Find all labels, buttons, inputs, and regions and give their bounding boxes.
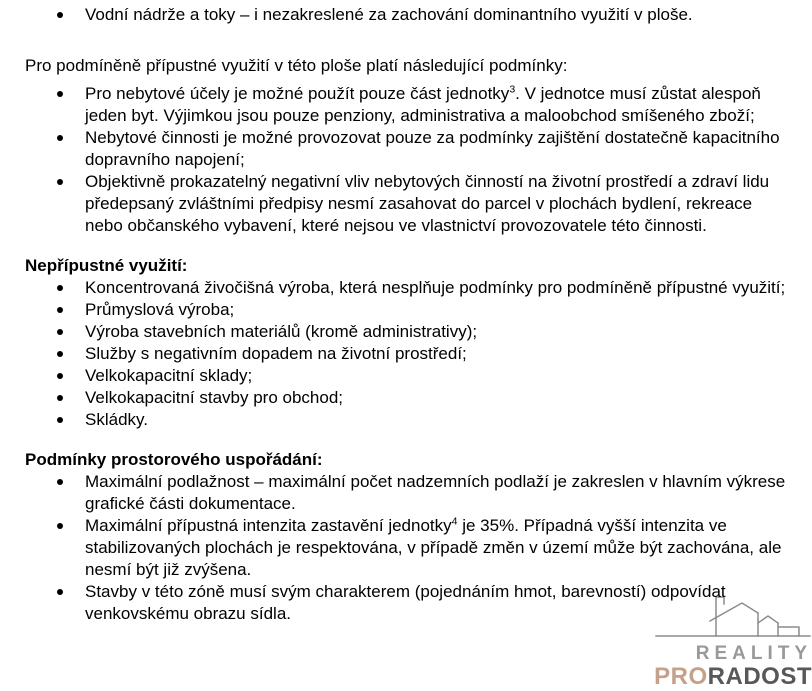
- list-item-text: Koncentrovaná živočišná výroba, která nesplňuje podmínky pro podmíněně přípustné využití;: [85, 278, 786, 297]
- list-item: [0, 581, 812, 625]
- list-item-text: Skládky.: [85, 410, 148, 429]
- list-item: [0, 4, 812, 26]
- list-item-text: Maximální přípustná intenzita zastavění jednotky: [85, 516, 452, 535]
- list-item-text: Objektivně prokazatelný negativní vliv nebytových činností na životní prostředí a zdraví lidu předepsaný zvláštními předpisy nesmí zasahovat do parcel v plochách bydlení, rekreace nebo občanského vybavení, které nejsou ve vlastnictví provozovatele této činnosti.: [85, 172, 770, 235]
- list-item-text: Maximální podlažnost – maximální počet nadzemních podlaží je zakreslen v hlavním výkrese grafické části dokumentace.: [85, 472, 786, 513]
- list-item: [0, 171, 812, 237]
- impermissible-use-heading: Nepřípustné využití:: [25, 256, 188, 275]
- list-item: [0, 515, 812, 581]
- list-item-text: Vodní nádrže a toky – i nezakreslené za zachování dominantního využití v ploše.: [85, 5, 693, 24]
- list-item-text: Stavby v této zóně musí svým charakterem (pojednáním hmot, barevností) odpovídat venkovskému obrazu sídla.: [85, 582, 726, 623]
- spatial-bullet-list: [0, 471, 812, 625]
- list-item-text: Pro nebytové účely je možné použít pouze část jednotky: [85, 84, 510, 103]
- list-item: [0, 365, 812, 387]
- list-item-text: je 35%. Případná vyšší intenzita ve stabilizovaných plochách je respektována, v případě změn v území může být zachována, ale nesmí být již zvýšena.: [85, 516, 782, 579]
- conditional-use-paragraph: Pro podmíněně přípustné využití v této ploše platí následující podmínky:: [25, 56, 568, 75]
- conditional-bullet-list: [0, 83, 812, 237]
- list-item-text: Nebytové činnosti je možné provozovat pouze za podmínky zajištění dostatečně kapacitního dopravního napojení;: [85, 128, 780, 169]
- list-item: [0, 471, 812, 515]
- impermissible-bullet-list: [0, 277, 812, 431]
- list-item: [0, 83, 812, 127]
- list-item: [0, 409, 812, 431]
- list-item: [0, 127, 812, 171]
- footnote-ref-3: 3: [509, 83, 516, 96]
- watermark-brand-label: [642, 664, 812, 690]
- watermark-brand-rest: RADOST: [707, 663, 812, 690]
- footnote-ref-4: 4: [451, 515, 458, 528]
- intro-bullet-list: [0, 4, 812, 26]
- list-item: [0, 321, 812, 343]
- list-item-text: Velkokapacitní sklady;: [85, 366, 253, 385]
- list-item-text: Velkokapacitní stavby pro obchod;: [85, 388, 343, 407]
- spatial-conditions-heading: Podmínky prostorového uspořádání:: [25, 450, 323, 469]
- watermark-reality-label: REALITY: [695, 643, 812, 664]
- list-item: [0, 343, 812, 365]
- list-item: [0, 299, 812, 321]
- list-item: [0, 277, 812, 299]
- list-item-text: Služby s negativním dopadem na životní prostředí;: [85, 344, 467, 363]
- watermark-brand-accent: PRO: [654, 663, 708, 690]
- list-item-text: Průmyslová výroba;: [85, 300, 235, 319]
- list-item-text: . V jednotce musí zůstat alespoň jeden byt. Výjimkou jsou pouze penziony, administrativa a maloobchod smíšeného zboží;: [85, 84, 761, 125]
- list-item: [0, 387, 812, 409]
- list-item-text: Výroba stavebních materiálů (kromě administrativy);: [85, 322, 478, 341]
